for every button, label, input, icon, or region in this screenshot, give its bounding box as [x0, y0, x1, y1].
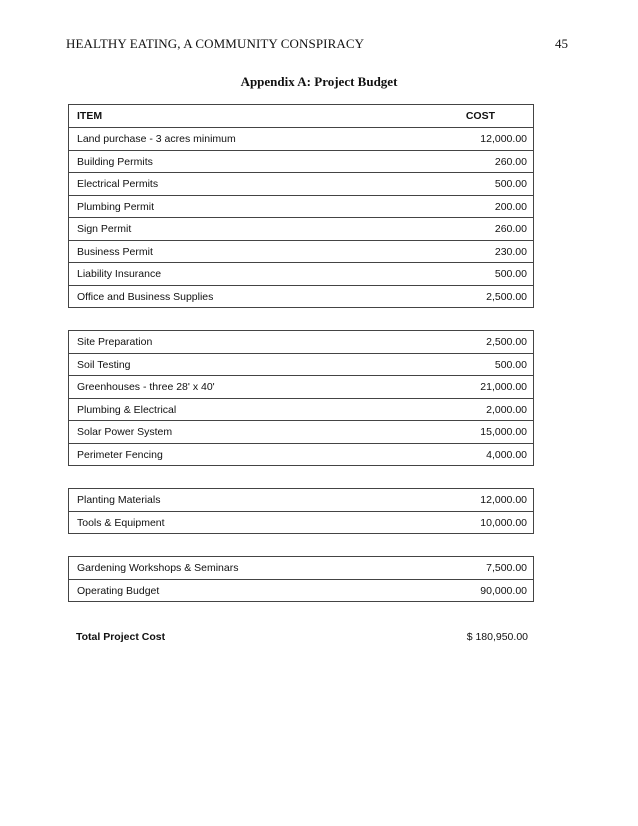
cost-cell: 90,000.00 [480, 584, 527, 597]
table-row [69, 511, 533, 534]
column-header-cost: COST [465, 110, 495, 122]
table-row [69, 331, 533, 353]
item-cell: Gardening Workshops & Seminars [77, 562, 239, 574]
cost-cell: 260.00 [494, 223, 527, 235]
item-cell: Solar Power System [77, 426, 173, 438]
group-spacer [68, 308, 534, 330]
table-row [69, 398, 533, 421]
cost-cell: 230.00 [494, 245, 527, 258]
item-cell: Liability Insurance [77, 268, 162, 280]
table-row [69, 375, 533, 398]
item-cell: Planting Materials [77, 494, 161, 506]
item-cell: Office and Business Supplies [77, 290, 214, 303]
item-cell: Sign Permit [77, 223, 132, 235]
cost-cell: 2,000.00 [486, 403, 527, 416]
table-row [69, 353, 533, 376]
item-cell: Building Permits [77, 155, 153, 168]
table-header-row [68, 104, 534, 127]
table-row [69, 195, 533, 218]
table-row [69, 489, 533, 511]
table-row [69, 240, 533, 263]
cost-cell: 7,500.00 [486, 562, 527, 574]
budget-table [68, 104, 534, 648]
page-title: Appendix A: Project Budget [240, 74, 398, 89]
running-head: HEALTHY EATING, A COMMUNITY CONSPIRACY [66, 36, 365, 51]
cost-cell: 500.00 [494, 178, 527, 190]
cost-cell: 12,000.00 [480, 133, 527, 145]
page-header [66, 36, 568, 54]
table-row [69, 217, 533, 240]
group-spacer [68, 534, 534, 556]
cost-cell: 4,000.00 [486, 448, 527, 461]
table-row [69, 150, 533, 173]
budget-group-2 [68, 330, 534, 466]
cost-cell: 260.00 [494, 155, 527, 168]
item-cell: Plumbing & Electrical [77, 403, 177, 416]
cost-cell: 500.00 [494, 268, 527, 280]
cost-cell: 200.00 [494, 200, 527, 213]
table-row [69, 579, 533, 602]
cost-cell: 21,000.00 [480, 381, 527, 393]
item-cell: Business Permit [77, 245, 153, 258]
item-cell: Perimeter Fencing [77, 448, 163, 461]
item-cell: Land purchase - 3 acres minimum [77, 133, 236, 145]
item-cell: Soil Testing [77, 358, 131, 371]
cost-cell: 2,500.00 [486, 336, 527, 348]
page-number: 45 [555, 36, 568, 51]
item-cell: Electrical Permits [77, 178, 159, 190]
total-label: Total Project Cost [76, 631, 166, 643]
table-row [69, 128, 533, 150]
total-row [68, 626, 534, 648]
cost-cell: 2,500.00 [486, 290, 527, 303]
item-cell: Tools & Equipment [77, 516, 165, 529]
table-row [69, 172, 533, 195]
table-row [69, 262, 533, 285]
item-cell: Site Preparation [77, 336, 153, 348]
item-cell: Operating Budget [77, 584, 160, 597]
group-spacer [68, 602, 534, 624]
table-row [69, 285, 533, 308]
cost-cell: 12,000.00 [480, 494, 527, 506]
budget-group-1 [68, 127, 534, 308]
item-cell: Plumbing Permit [77, 200, 155, 213]
table-row [69, 420, 533, 443]
group-spacer [68, 466, 534, 488]
table-row [69, 443, 533, 466]
cost-cell: 10,000.00 [480, 516, 527, 529]
cost-cell: 15,000.00 [480, 426, 527, 438]
column-header-item: ITEM [77, 110, 103, 122]
budget-group-4 [68, 556, 534, 602]
budget-group-3 [68, 488, 534, 534]
cost-cell: 500.00 [494, 358, 527, 371]
table-row [69, 557, 533, 579]
total-value: $ 180,950.00 [466, 631, 528, 643]
item-cell: Greenhouses - three 28' x 40' [77, 381, 215, 393]
